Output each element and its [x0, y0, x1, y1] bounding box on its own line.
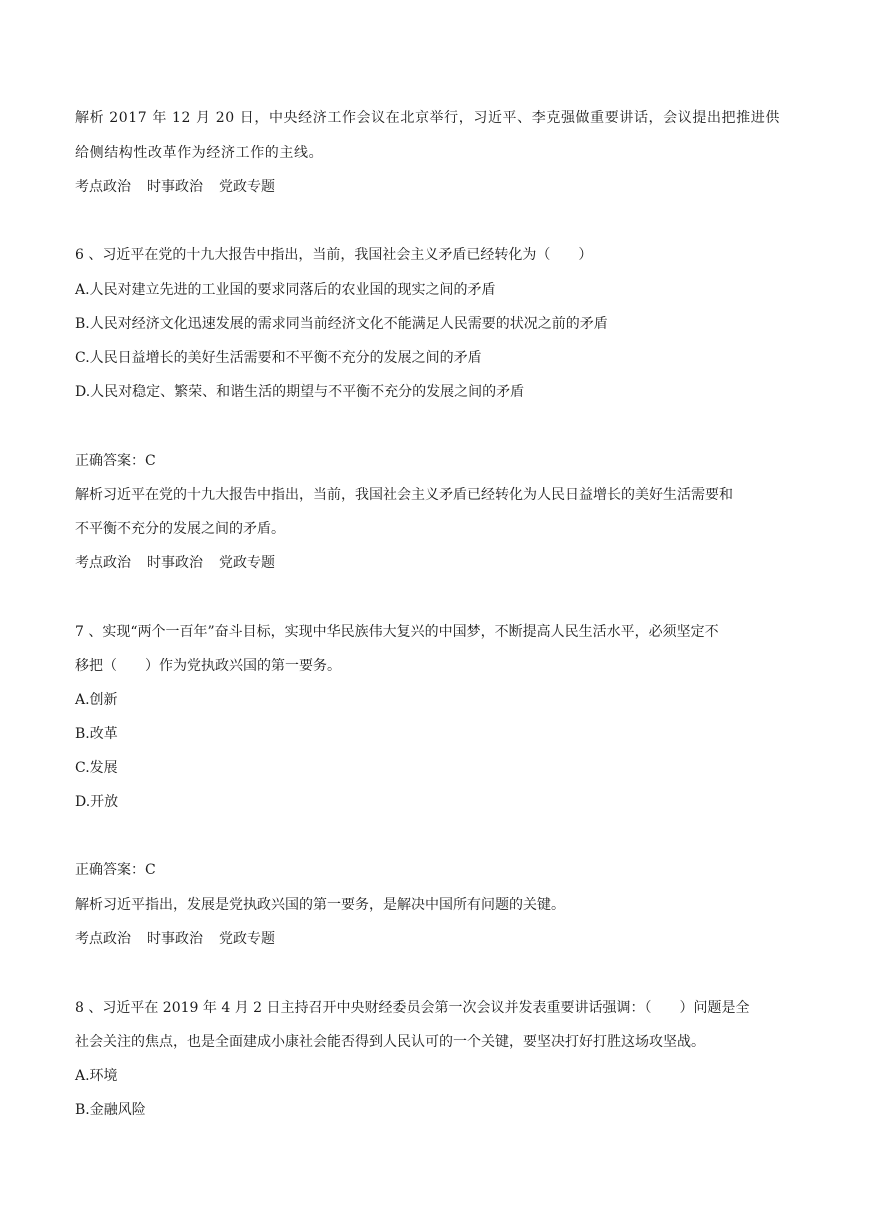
analysis-text: 给侧结构性改革作为经济工作的主线。: [75, 145, 324, 161]
topic-tags: [75, 177, 275, 197]
question-8-text: 8 、习近平在 2019 年 4 月 2 日主持召开中央财经委员会第一次会议并发表重要讲话强调：（ ）问题是全: [75, 1000, 750, 1016]
analysis-text: 解析 2017 年 12 月 20 日，中央经济工作会议在北京举行，习近平、李克强做重要讲话，会议提出把推进供: [75, 110, 780, 126]
option-b: B.金融风险: [75, 1102, 146, 1118]
topic-tag: 党政专题: [219, 931, 275, 947]
question-8-text: 社会关注的焦点，也是全面建成小康社会能否得到人民认可的一个关键，要坚决打好打胜这场攻坚战。: [75, 1034, 705, 1050]
question-7-text: 7 、实现“两个一百年”奋斗目标，实现中华民族伟大复兴的中国梦，不断提高人民生活水平，必须坚定不: [75, 624, 719, 640]
question-7-text: 移把（ ）作为党执政兴国的第一要务。: [75, 658, 341, 674]
correct-answer: 正确答案：C: [75, 862, 156, 878]
topic-tag: 时事政治: [147, 931, 203, 947]
topic-tags: [75, 929, 275, 949]
option-c: C.发展: [75, 760, 118, 776]
question-6-text: 6 、习近平在党的十九大报告中指出，当前，我国社会主义矛盾已经转化为（ ）: [75, 247, 593, 263]
topic-tag: 考点政治: [75, 179, 131, 195]
correct-answer: 正确答案：C: [75, 453, 156, 469]
option-b: B.人民对经济文化迅速发展的需求同当前经济文化不能满足人民需要的状况之前的矛盾: [75, 316, 608, 332]
topic-tag: 时事政治: [147, 555, 203, 571]
option-b: B.改革: [75, 726, 118, 742]
option-a: A.环境: [75, 1068, 118, 1084]
analysis-text: 不平衡不充分的发展之间的矛盾。: [75, 521, 285, 537]
analysis-text: 解析习近平指出，发展是党执政兴国的第一要务，是解决中国所有问题的关键。: [75, 897, 565, 913]
topic-tag: 党政专题: [219, 555, 275, 571]
topic-tag: 时事政治: [147, 179, 203, 195]
topic-tag: 考点政治: [75, 555, 131, 571]
option-d: D.开放: [75, 794, 119, 810]
topic-tags: [75, 553, 275, 573]
option-c: C.人民日益增长的美好生活需要和不平衡不充分的发展之间的矛盾: [75, 350, 482, 366]
analysis-text: 解析习近平在党的十九大报告中指出，当前，我国社会主义矛盾已经转化为人民日益增长的美好生活需要和: [75, 487, 733, 503]
option-a: A.创新: [75, 692, 118, 708]
topic-tag: 党政专题: [219, 179, 275, 195]
topic-tag: 考点政治: [75, 931, 131, 947]
option-d: D.人民对稳定、繁荣、和谐生活的期望与不平衡不充分的发展之间的矛盾: [75, 384, 525, 400]
option-a: A.人民对建立先进的工业国的要求同落后的农业国的现实之间的矛盾: [75, 282, 496, 298]
